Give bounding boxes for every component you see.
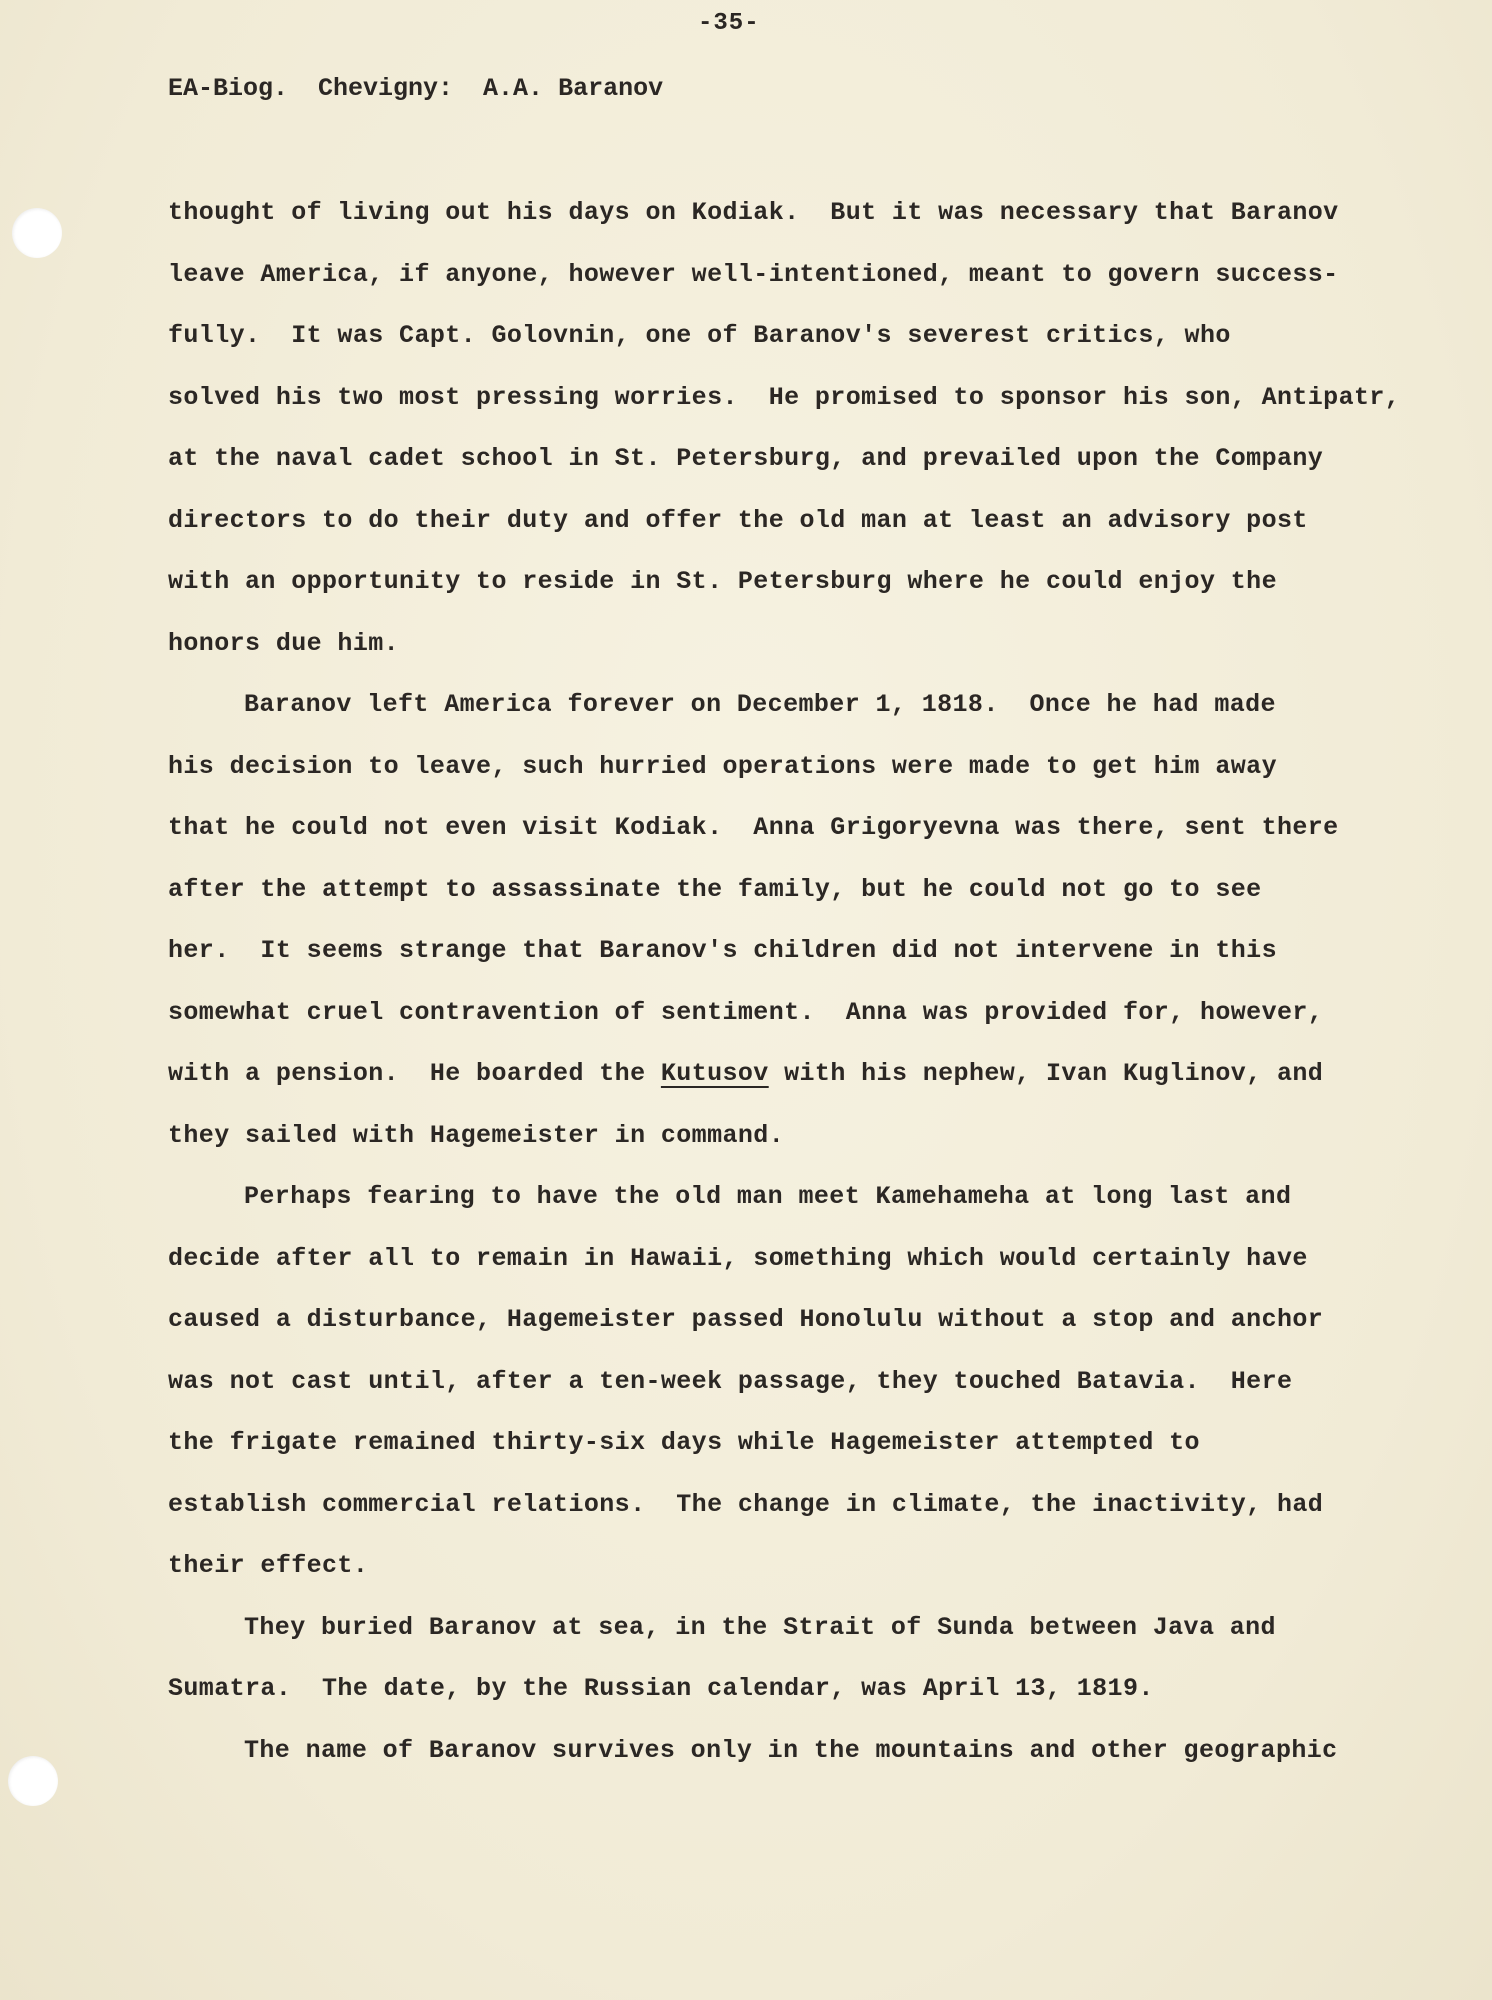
text-line: was not cast until, after a ten-week passage, they touched Batavia. Here: [168, 1366, 1293, 1396]
text-line: fully. It was Capt. Golovnin, one of Baranov's severest critics, who: [168, 321, 1231, 350]
text-line: at the naval cadet school in St. Petersburg, and prevailed upon the Company: [168, 444, 1324, 473]
text-segment: with a pension. He boarded the: [168, 1059, 661, 1088]
paragraph-start-line: Baranov left America forever on December 1, 1818. Once he had made: [244, 690, 1276, 719]
ship-name-underlined: Kutusov: [660, 1059, 769, 1088]
page-number: -35-: [698, 10, 760, 37]
text-line-pension: [168, 1043, 1398, 1105]
text-line: they sailed with Hagemeister in command.: [168, 1120, 785, 1150]
text-line: directors to do their duty and offer the old man at least an advisory post: [168, 505, 1308, 535]
text-line: establish commercial relations. The change in climate, the inactivity, had: [168, 1489, 1324, 1519]
text-line: decide after all to remain in Hawaii, something which would certainly have: [168, 1243, 1308, 1273]
running-header: EA-Biog. Chevigny: A.A. Baranov: [168, 74, 664, 103]
text-line: solved his two most pressing worries. He promised to sponsor his son, Antipatr,: [168, 382, 1401, 412]
text-line: leave America, if anyone, however well-intentioned, meant to govern success-: [168, 259, 1339, 289]
text-line: Sumatra. The date, by the Russian calendar, was April 13, 1819.: [168, 1674, 1154, 1703]
text-line: her. It seems strange that Baranov's children did not intervene in this: [168, 936, 1277, 965]
paragraph-start-line: Perhaps fearing to have the old man meet Kamehameha at long last and: [244, 1182, 1292, 1211]
paragraph-start-line: The name of Baranov survives only in the mountains and other geographic: [244, 1735, 1338, 1765]
body-text: [168, 182, 1401, 1781]
text-line: after the attempt to assassinate the family, but he could not go to see: [168, 874, 1262, 904]
text-line: somewhat cruel contravention of sentiment. Anna was provided for, however,: [168, 997, 1324, 1027]
text-line: with an opportunity to reside in St. Petersburg where he could enjoy the: [168, 567, 1277, 596]
paragraph-start-line: They buried Baranov at sea, in the Strait of Sunda between Java and: [244, 1612, 1276, 1642]
text-line: their effect.: [168, 1551, 369, 1580]
text-line: that he could not even visit Kodiak. Anna Grigoryevna was there, sent there: [168, 813, 1339, 842]
text-line: honors due him.: [168, 628, 400, 658]
text-segment: with his nephew, Ivan Kuglinov, and: [768, 1059, 1324, 1088]
punch-hole: [8, 1756, 58, 1806]
text-line: the frigate remained thirty-six days while Hagemeister attempted to: [168, 1428, 1200, 1457]
text-line: his decision to leave, such hurried operations were made to get him away: [168, 751, 1277, 781]
punch-hole: [12, 208, 62, 258]
text-line: caused a disturbance, Hagemeister passed Honolulu without a stop and anchor: [168, 1305, 1324, 1334]
text-line: thought of living out his days on Kodiak. But it was necessary that Baranov: [168, 198, 1339, 227]
